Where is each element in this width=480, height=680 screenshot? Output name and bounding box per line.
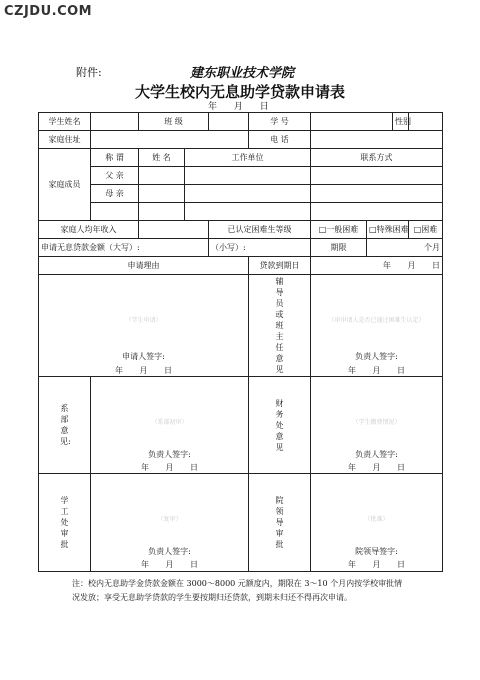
finance-sign-date: 年 月 日: [347, 463, 406, 472]
label-term: 期限: [311, 239, 367, 257]
dept-sign-date: 年 月 日: [140, 463, 199, 472]
father-name-field[interactable]: [139, 167, 185, 185]
member-work-field[interactable]: [185, 203, 311, 221]
mother-work-field[interactable]: [185, 185, 311, 203]
reason-box[interactable]: [39, 275, 249, 377]
note-line-1: 注：校内无息助学金贷款金额在 3000～8000 元额度内，期限在 3～10 个月内按学校审批情: [72, 579, 403, 588]
col-contact: 联系方式: [311, 149, 443, 167]
note-line-2: 况发放；享受无息助学贷款的学生要按期归还贷款，到期未归还不得再次申请。: [72, 593, 352, 602]
leader-sign: 院领导签字:: [355, 547, 398, 556]
student-affairs-sign-date: 年 月 日: [140, 560, 199, 569]
label-phone: 电 话: [249, 131, 311, 149]
label-family-members: 家庭成员: [39, 149, 91, 221]
application-form: [38, 112, 443, 572]
dept-sign: 负责人签字:: [148, 450, 191, 459]
label-amount-upper[interactable]: 申请无息贷款金额（大写）:: [39, 239, 209, 257]
leader-placeholder: （批准）: [364, 516, 389, 523]
finance-placeholder: （学生缴费情况）: [352, 419, 401, 426]
term-months-field[interactable]: 个月: [367, 239, 443, 257]
option-general-difficulty[interactable]: □一般困难: [311, 221, 367, 239]
finance-sign: 负责人签字:: [355, 450, 398, 459]
label-father: 父 亲: [91, 167, 139, 185]
col-title: 称 谓: [91, 149, 139, 167]
form-note: [72, 577, 452, 605]
label-due-date: 贷款到期日: [249, 257, 311, 275]
option-difficulty[interactable]: □困难: [409, 221, 443, 239]
counselor-placeholder: （审申请人是否已通过困难生认定）: [328, 317, 425, 324]
counselor-box[interactable]: [311, 275, 443, 377]
student-name-field[interactable]: [91, 113, 139, 131]
watermark: CZJDU.COM: [4, 4, 93, 19]
leader-box[interactable]: [311, 474, 443, 572]
leader-sign-date: 年 月 日: [347, 560, 406, 569]
dept-placeholder: （系部初审）: [151, 419, 188, 426]
student-affairs-sign: 负责人签字:: [148, 547, 191, 556]
member-title-field[interactable]: [91, 203, 139, 221]
label-leader: 院领导审批: [249, 474, 311, 572]
form-title: 大学生校内无息助学贷款申请表: [134, 83, 345, 101]
student-affairs-placeholder: （复审）: [157, 516, 182, 523]
col-work: 工作单位: [185, 149, 311, 167]
label-student-id: 学 号: [249, 113, 311, 131]
label-counselor: 辅导员或班主任意见: [249, 275, 311, 377]
mother-name-field[interactable]: [139, 185, 185, 203]
phone-field[interactable]: [311, 131, 443, 149]
counselor-sign-date: 年 月 日: [347, 366, 406, 375]
father-contact-field[interactable]: [311, 167, 443, 185]
label-dept: 系部意见:: [39, 377, 91, 474]
class-field[interactable]: [209, 113, 249, 131]
gender-field[interactable]: [409, 113, 443, 131]
label-student-affairs: 学工处审批: [39, 474, 91, 572]
label-difficulty-level: 已认定困难生等级: [209, 221, 311, 239]
label-address: 家庭住址: [39, 131, 91, 149]
attachment-label: 附件:: [76, 66, 102, 79]
dept-box[interactable]: [91, 377, 249, 474]
counselor-sign: 负责人签字:: [355, 352, 398, 361]
applicant-sign: 申请人签字:: [122, 352, 165, 361]
school-name: 建东职业技术学院: [190, 66, 295, 81]
label-amount-lower[interactable]: （小写）:: [209, 239, 311, 257]
applicant-sign-date: 年 月 日: [114, 366, 173, 375]
due-date-field[interactable]: 年 月 日: [311, 257, 443, 275]
father-work-field[interactable]: [185, 167, 311, 185]
label-finance: 财务处意见: [249, 377, 311, 474]
form-date: 年 月 日: [208, 102, 269, 112]
address-field[interactable]: [91, 131, 249, 149]
col-name: 姓 名: [139, 149, 185, 167]
finance-box[interactable]: [311, 377, 443, 474]
student-id-field[interactable]: [311, 113, 393, 131]
reason-placeholder: （学生申请）: [125, 317, 162, 324]
member-name-field[interactable]: [139, 203, 185, 221]
option-special-difficulty[interactable]: □特殊困难: [367, 221, 409, 239]
mother-contact-field[interactable]: [311, 185, 443, 203]
label-class: 班 级: [139, 113, 209, 131]
student-affairs-box[interactable]: [91, 474, 249, 572]
label-reason: 申请理由: [39, 257, 249, 275]
label-avg-income: 家庭人均年收入: [39, 221, 139, 239]
label-mother: 母 亲: [91, 185, 139, 203]
avg-income-field[interactable]: [139, 221, 209, 239]
label-gender: 性别: [393, 113, 409, 131]
member-contact-field[interactable]: [311, 203, 443, 221]
label-student-name: 学生姓名: [39, 113, 91, 131]
